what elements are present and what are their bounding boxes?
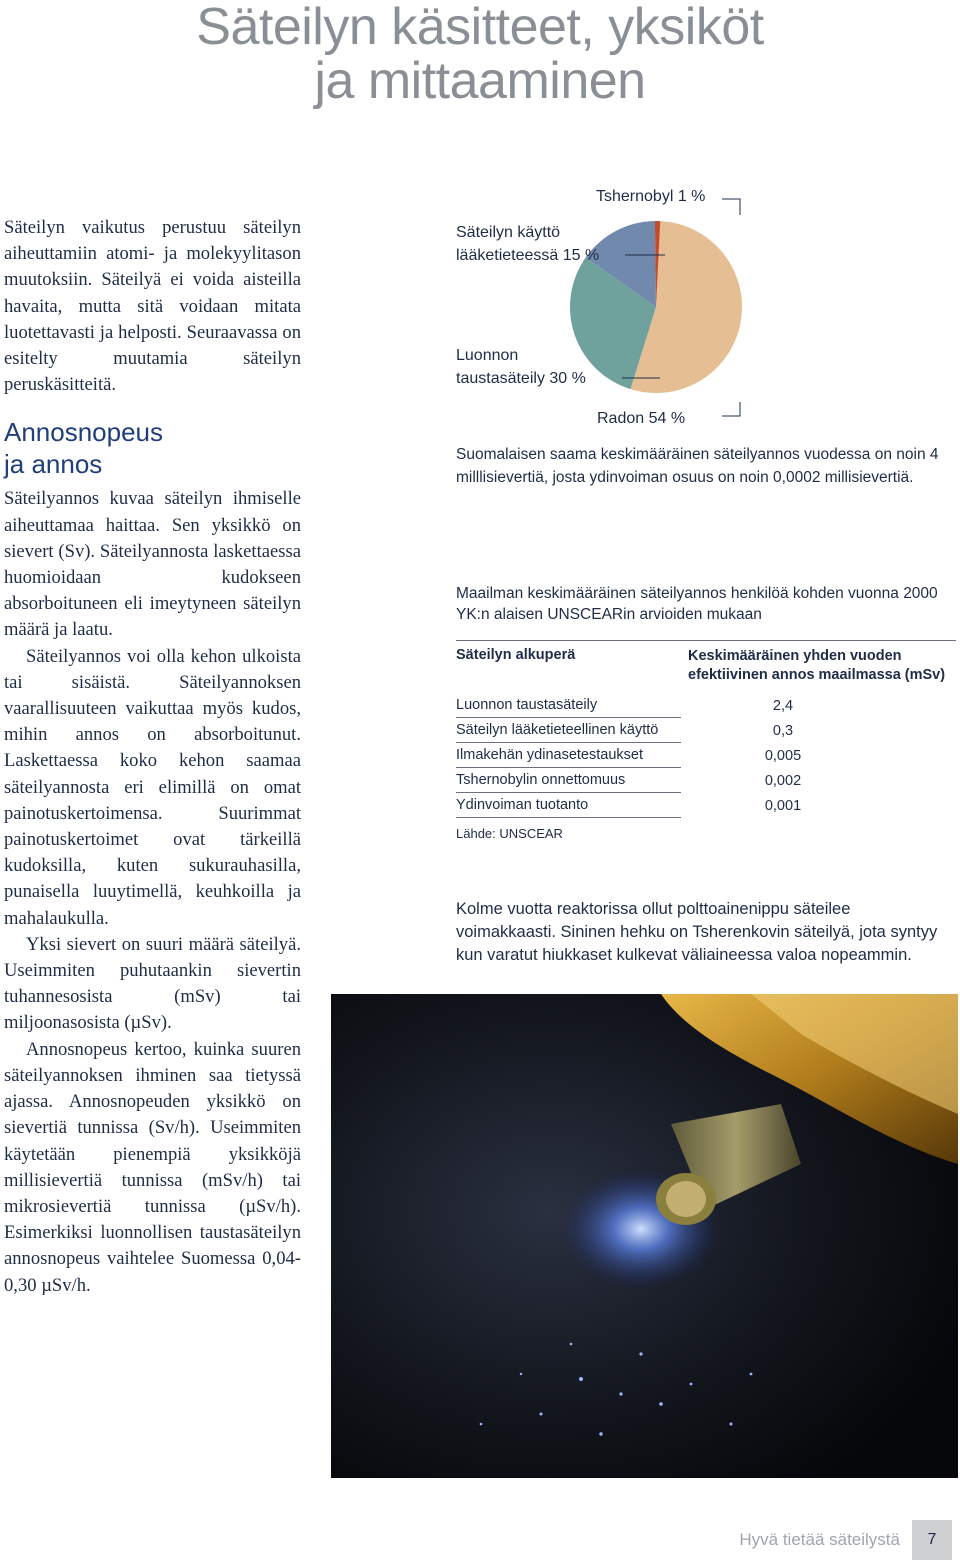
- pie-label-medical: [456, 221, 599, 267]
- page-title: [0, 0, 960, 108]
- intro-paragraph: Säteilyn vaikutus perustuu säteilyn aiheuttamiin atomi- ja molekyylitason muutoksiin. Säteilyä ei voida aisteilla havaita, mutta sitä voidaan mitata luotettavasti ja helposti. Seuraavassa on esitelty muutamia säteilyn peruskäsitteitä.: [4, 217, 301, 396]
- publication-name: Hyvä tietää säteilystä: [739, 1530, 900, 1549]
- table-row: [456, 718, 956, 743]
- table-row: [456, 793, 956, 818]
- photo-caption: Kolme vuotta reaktorissa ollut polttoainenippu säteilee voimakkaasti. Sininen hehku on Tsherenkovin säteilyä, jota syntyy kun varatut hiukkaset kulkevat väliaineessa valoa nopeammin.: [456, 900, 938, 964]
- radon-leader-line: [722, 402, 740, 416]
- table-header-source: Säteilyn alkuperä: [456, 647, 576, 663]
- title-line-2: ja mittaaminen: [314, 52, 646, 110]
- body-paragraph: Annosnopeus kertoo, kuinka suuren säteilyannoksen ihminen saa tietyssä ajassa. Annosnopeuden yksikkö on sievertiä tunnissa (Sv/h). Useimmiten käytetään pienempiä yksikköjä millisievertiä tunnissa (mSv/h) tai mikrosievertiä tunnissa (µSv/h). Esimerkiksi luonnollisen taustasäteilyn annosnopeus vaihtelee Suomessa 0,04-0,30 µSv/h.: [4, 1038, 301, 1296]
- reactor-fuel-photo-art: [331, 994, 958, 1478]
- table-cell-value: 0,3: [772, 722, 794, 739]
- title-line-1: Säteilyn käsitteet, yksiköt: [196, 0, 764, 56]
- table-row: [456, 768, 956, 793]
- table-cell-value: 0,001: [764, 797, 802, 814]
- table-cell-value: 2,4: [772, 697, 794, 714]
- page-footer: [739, 1520, 952, 1560]
- table-cell-value: 0,005: [764, 747, 802, 764]
- table-cell-source: Ydinvoiman tuotanto: [456, 793, 681, 818]
- body-paragraph: Säteilyannos kuvaa säteilyn ihmiselle aiheuttamaa haittaa. Sen yksikkö on sievert (Sv). Säteilyannosta laskettaessa huomioidaan kudokseen absorboituneen eli imeytyneen säteilyn määrä ja laatu.: [4, 488, 301, 641]
- pie-label-natural-line-1: Luonnon: [456, 347, 519, 364]
- pie-label-tshernobyl: Tshernobyl 1 %: [596, 188, 706, 205]
- pie-label-natural-line-2: taustasäteily 30 %: [456, 370, 586, 387]
- pie-label-radon: Radon 54 %: [597, 410, 686, 427]
- table-cell-value: 0,002: [764, 772, 802, 789]
- pie-svg: [450, 180, 750, 430]
- table-header-dose: Keskimääräinen yhden vuoden efektiivinen annos maailmassa (mSv): [688, 648, 946, 683]
- table-cell-source: Tshernobylin onnettomuus: [456, 768, 681, 793]
- body-paragraph: Säteilyannos voi olla kehon ulkoista tai sisäistä. Säteilyannoksen vaarallisuuteen vaikuttaa myös kudos, mihin annos on absorboitunut. Laskettaessa koko kehon saamaa säteilyannosta eri elimillä on omat painotuskertoimensa. Suurimmat painotuskertoimet ovat tärkeillä kudoksilla, kuten sukurauhasilla, punaisella luuytimellä, keuhkoilla ja mahalaukulla.: [4, 645, 301, 929]
- table-cell-source: Luonnon taustasäteily: [456, 693, 681, 718]
- section-heading: [4, 416, 301, 480]
- radiation-pie-chart: [450, 180, 750, 430]
- page-number: 7: [912, 1520, 952, 1560]
- pie-caption: Suomalaisen saama keskimääräinen säteilyannos vuodessa on noin 4 milllisievertiä, josta ydinvoiman osuus on noin 0,0002 millisievertiä.: [456, 446, 939, 486]
- pie-label-medical-line-2: lääketieteessä 15 %: [456, 247, 600, 264]
- body-paragraph: Yksi sievert on suuri määrä säteilyä. Useimmiten puhutaankin sievertin tuhannesosista (mSv) tai miljoonasosista (µSv).: [4, 933, 301, 1034]
- left-column: [4, 215, 301, 1299]
- section-heading-line-2: ja annos: [4, 449, 103, 480]
- table-title: Maailman keskimääräinen säteilyannos henkilöä kohden vuonna 2000 YK:n alaisen UNSCEARin arvioiden mukaan: [456, 585, 938, 623]
- table-row: [456, 743, 956, 768]
- reactor-fuel-photo: [331, 994, 958, 1478]
- pie-label-medical-line-1: Säteilyn käyttö: [456, 224, 561, 241]
- pie-label-natural: [456, 344, 586, 390]
- tshernobyl-leader-line: [722, 199, 740, 215]
- dose-table: [456, 640, 956, 841]
- table-row: [456, 693, 956, 718]
- table-cell-source: Ilmakehän ydinasetestaukset: [456, 743, 681, 768]
- table-cell-source: Säteilyn lääketieteellinen käyttö: [456, 718, 681, 743]
- table-header: [456, 640, 956, 693]
- section-heading-line-1: Annosnopeus: [4, 417, 164, 448]
- table-source-note: Lähde: UNSCEAR: [456, 826, 563, 841]
